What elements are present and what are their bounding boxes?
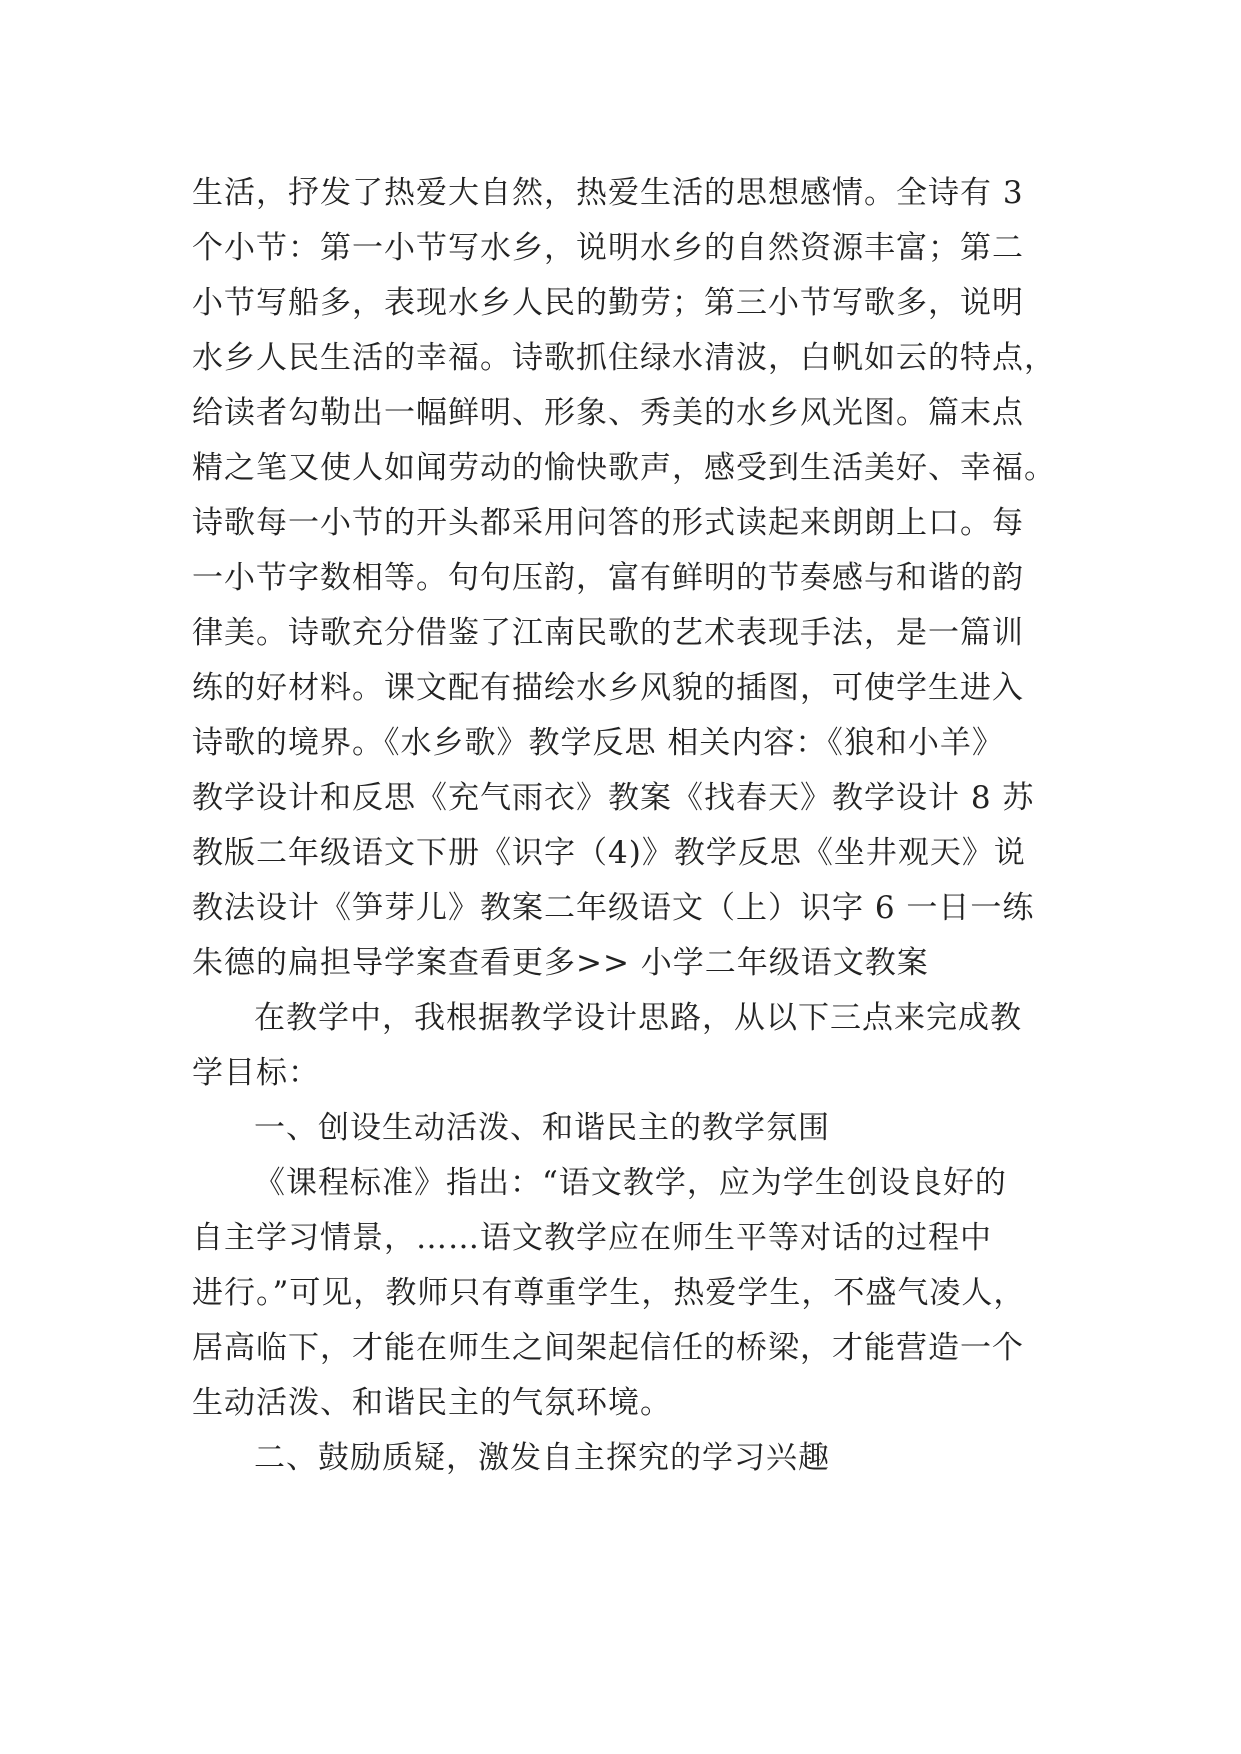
text-line: 居高临下，才能在师生之间架起信任的桥梁，才能营造一个 [192, 1330, 1024, 1366]
text-line: 个小节：第一小节写水乡，说明水乡的自然资源丰富；第二 [192, 230, 1024, 266]
text-line: 一小节字数相等。句句压韵，富有鲜明的节奏感与和谐的韵 [192, 560, 1024, 596]
text-line: 诗歌每一小节的开头都采用问答的形式读起来朗朗上口。每 [192, 505, 1024, 541]
text-line: 朱德的扁担导学案查看更多>> 小学二年级语文教案 [192, 945, 929, 981]
text-line: 水乡人民生活的幸福。诗歌抓住绿水清波，白帆如云的特点， [192, 340, 1056, 376]
text-line: 教法设计《笋芽儿》教案二年级语文（上）识字 6 一日一练 [192, 890, 1035, 926]
text-line: 练的好材料。课文配有描绘水乡风貌的插图，可使学生进入 [192, 670, 1024, 706]
paragraph-teaching-intro [192, 991, 1052, 1101]
text-line: 自主学习情景，……语文教学应在师生平等对话的过程中 [192, 1220, 992, 1256]
text-line: 学目标： [192, 1055, 320, 1091]
text-line: 小节写船多，表现水乡人民的勤劳；第三小节写歌多，说明 [192, 285, 1024, 321]
text-line: 进行。”可见，教师只有尊重学生，热爱学生，不盛气凌人， [192, 1275, 1026, 1311]
section-heading-1: 一、创设生动活泼、和谐民主的教学氛围 [254, 1110, 830, 1146]
text-line: 诗歌的境界。《水乡歌》教学反思 相关内容：《狼和小羊》 [192, 725, 1004, 761]
text-line: 在教学中，我根据教学设计思路，从以下三点来完成教 [254, 1000, 1022, 1036]
text-line: 《课程标准》指出：“语文教学，应为学生创设良好的 [254, 1165, 1007, 1201]
text-line: 律美。诗歌充分借鉴了江南民歌的艺术表现手法，是一篇训 [192, 615, 1024, 651]
text-line: 教学设计和反思《充气雨衣》教案《找春天》教学设计 8 苏 [192, 780, 1035, 816]
text-line: 教版二年级语文下册《识字（4)》教学反思《坐井观天》说 [192, 835, 1026, 871]
text-line: 生动活泼、和谐民主的气氛环境。 [192, 1385, 672, 1421]
section-heading-2: 二、鼓励质疑，激发自主探究的学习兴趣 [254, 1440, 830, 1476]
text-line: 精之笔又使人如闻劳动的愉快歌声，感受到生活美好、幸福。 [192, 450, 1056, 486]
text-line: 生活，抒发了热爱大自然，热爱生活的思想感情。全诗有 3 [192, 175, 1024, 211]
text-line: 给读者勾勒出一幅鲜明、形象、秀美的水乡风光图。篇末点 [192, 395, 1024, 431]
paragraph-poem-analysis [192, 166, 1056, 991]
document-body [192, 166, 1056, 1486]
paragraph-curriculum-standard [192, 1156, 1052, 1431]
